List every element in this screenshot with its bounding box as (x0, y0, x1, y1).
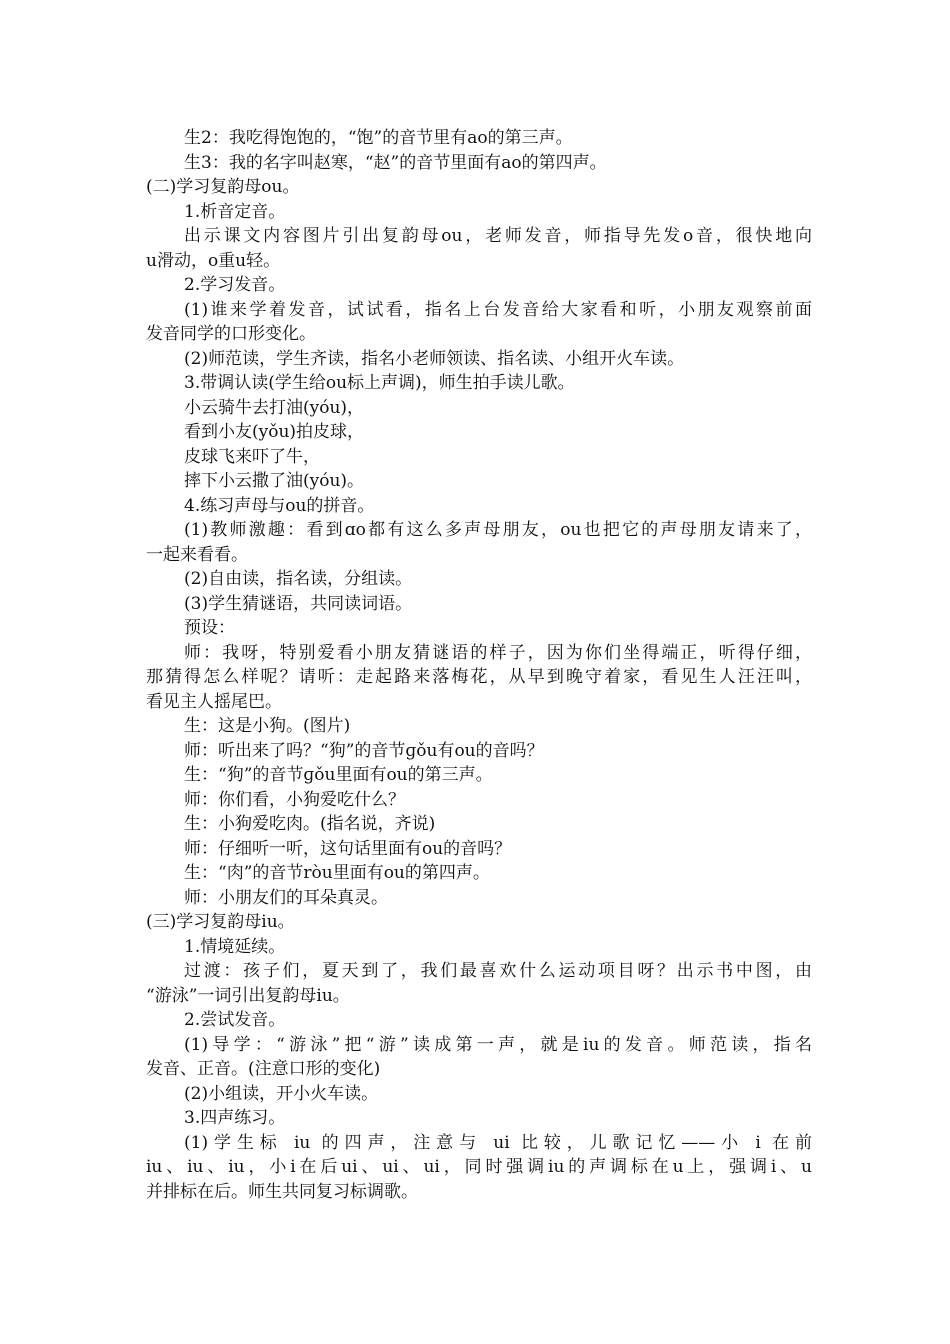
text-line: 皮球飞来吓了牛， (184, 446, 320, 467)
text-line: 2.学习发音。 (184, 275, 286, 295)
text-line: (1)学生标 iu 的四声，注意与 ui 比较，儿歌记忆——小 i 在前 (184, 1132, 812, 1153)
text-line: 3.四声练习。 (184, 1108, 286, 1128)
text-line: 生：小狗爱吃肉。(指名说，齐说) (184, 814, 436, 834)
text-line: (三)学习复韵母iu。 (146, 912, 295, 932)
text-line: 4.练习声母与ou的拼音。 (184, 495, 375, 516)
text-line: 那猜得怎么样呢？请听：走起路来落梅花，从早到晚守着家，看见生人汪汪叫， (146, 667, 812, 687)
text-line: 2.尝试发音。 (184, 1010, 286, 1030)
text-line: 1.情境延续。 (184, 936, 286, 957)
text-line: 3.带调认读(学生给ou标上声调)，师生拍手读儿歌。 (184, 373, 575, 393)
text-line: 师：我呀，特别爱看小朋友猜谜语的样子，因为你们坐得端正，听得仔细， (184, 642, 812, 663)
text-line: (1)谁来学着发音，试试看，指名上台发音给大家看和听，小朋友观察前面 (184, 299, 812, 320)
text-line: 生：“肉”的音节ròu里面有ou的第四声。 (184, 863, 490, 883)
text-line: 看见主人摇尾巴。 (146, 691, 282, 712)
text-line: (二)学习复韵母ou。 (146, 177, 300, 197)
text-line: 师：你们看，小狗爱吃什么？ (184, 789, 405, 810)
text-line: 发音、正音。(注意口形的变化) (146, 1059, 381, 1079)
text-line: 并排标在后。师生共同复习标调歌。 (146, 1181, 418, 1202)
text-line: (2)师范读，学生齐读，指名小老师领读、指名读、小组开火车读。 (184, 348, 685, 369)
text-line: 生2：我吃得饱饱的，“饱”的音节里有ao的第三声。 (184, 128, 573, 148)
text-line: (1)导学：“游泳”把“游”读成第一声，就是iu的发音。师范读，指名 (184, 1034, 812, 1055)
text-line: 生：这是小狗。(图片) (184, 716, 351, 736)
text-line: 过渡：孩子们，夏天到了，我们最喜欢什么运动项目呀？出示书中图，由 (184, 961, 812, 981)
text-line: (1)教师激趣：看到ɑo都有这么多声母朋友，ou也把它的声母朋友请来了， (184, 520, 812, 540)
text-line: 看到小友(yǒu)拍皮球， (184, 422, 365, 442)
text-line: “游泳”一词引出复韵母iu。 (146, 985, 350, 1006)
text-line: 出示课文内容图片引出复韵母ou，老师发音，师指导先发o音，很快地向 (184, 226, 812, 246)
text-line: (2)自由读，指名读，分组读。 (184, 569, 413, 589)
text-line: 摔下小云撒了油(yóu)。 (184, 471, 365, 491)
text-line: 1.析音定音。 (184, 201, 286, 222)
text-line: 生：“狗”的音节ɡǒu里面有ou的第三声。 (184, 765, 493, 785)
text-line: (3)学生猜谜语，共同读词语。 (184, 593, 413, 614)
text-line: 生3：我的名字叫赵寒，“赵”的音节里面有ao的第四声。 (184, 152, 607, 173)
text-line: (2)小组读，开小火车读。 (184, 1083, 379, 1104)
text-line: 师：仔细听一听，这句话里面有ou的音吗？ (184, 838, 512, 859)
text-line: 小云骑牛去打油(yóu)， (184, 397, 365, 418)
text-line: iu、iu、iu，小i在后ui、ui、ui，同时强调iu的声调标在u上，强调i、u (146, 1157, 812, 1177)
document-page (146, 126, 812, 1204)
text-line: 一起来看看。 (146, 544, 248, 565)
text-line: 师：听出来了吗？“狗”的音节ɡǒu有ou的音吗？ (184, 740, 544, 761)
text-line: 预设： (184, 618, 235, 638)
text-line: u滑动，o重u轻。 (146, 250, 281, 271)
text-line: 发音同学的口形变化。 (146, 324, 316, 344)
text-line: 师：小朋友们的耳朵真灵。 (184, 887, 388, 908)
